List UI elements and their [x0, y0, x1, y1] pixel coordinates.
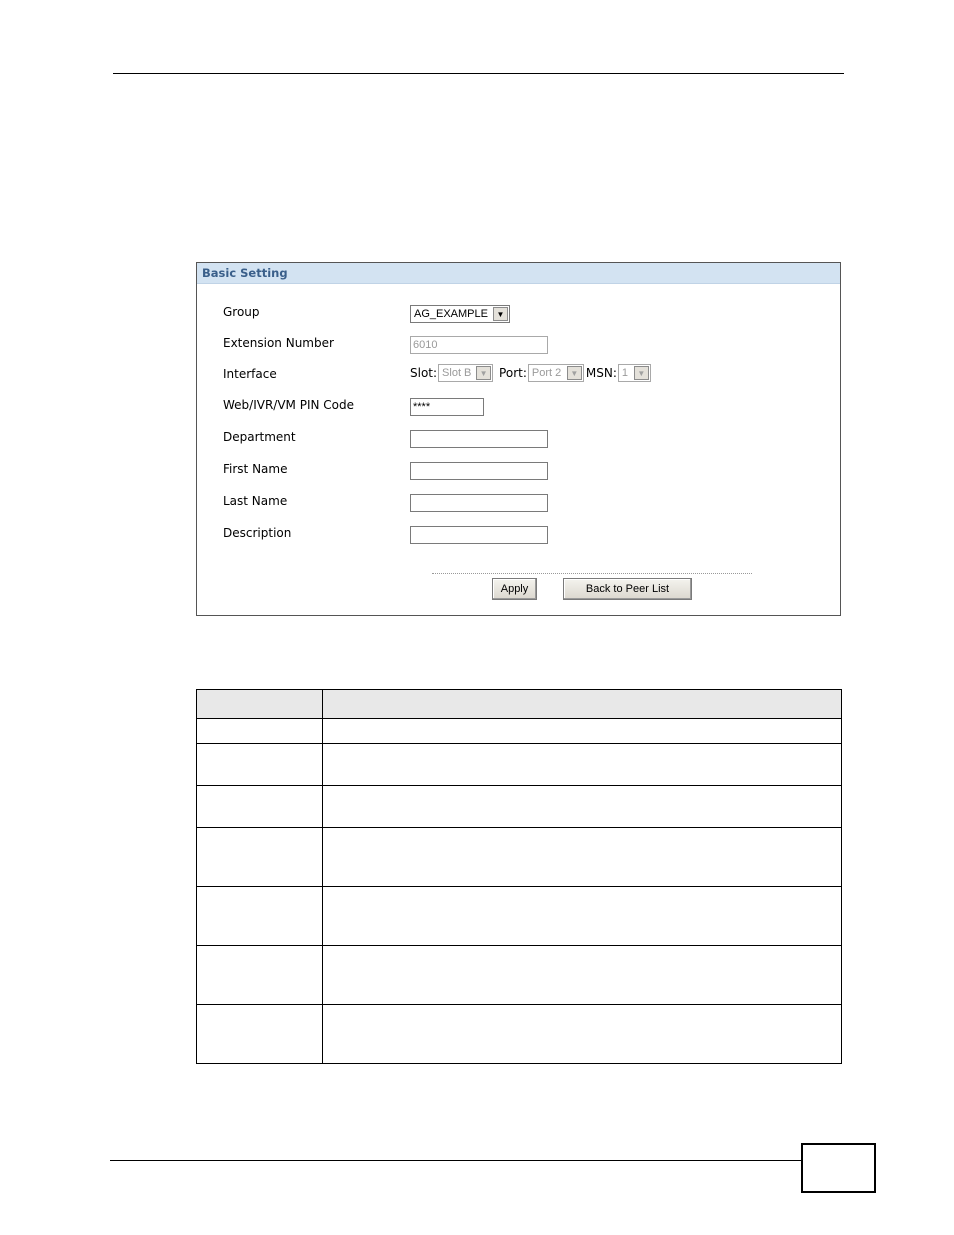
table-cell: [197, 1005, 323, 1064]
msn-select[interactable]: [618, 364, 651, 382]
chevron-down-icon[interactable]: ▼: [493, 307, 508, 321]
slot-select-value: Slot B: [442, 367, 472, 379]
pin-code-input[interactable]: [410, 398, 484, 416]
table-header-row: [197, 690, 842, 719]
table-cell: [323, 786, 842, 828]
first-name-label: First Name: [223, 462, 288, 476]
table-cell: [323, 887, 842, 946]
group-select[interactable]: [410, 305, 510, 323]
table-header-cell: [197, 690, 323, 719]
button-divider: [432, 573, 752, 574]
field-description-table: [196, 689, 842, 1064]
table-cell: [323, 946, 842, 1005]
back-to-peer-list-button[interactable]: Back to Peer List: [563, 578, 692, 600]
table-row: [197, 828, 842, 887]
table-row: [197, 719, 842, 744]
department-label: Department: [223, 430, 296, 444]
msn-label: MSN:: [585, 366, 617, 380]
chevron-down-icon[interactable]: ▼: [567, 366, 582, 380]
table-row: [197, 946, 842, 1005]
extension-number-label: Extension Number: [223, 336, 334, 350]
footer-rule: [110, 1160, 802, 1161]
table-cell: [197, 786, 323, 828]
department-input[interactable]: [410, 430, 548, 448]
interface-controls: [410, 364, 651, 382]
group-select-value: AG_EXAMPLE: [414, 308, 488, 320]
table-cell: [197, 887, 323, 946]
table-row: [197, 744, 842, 786]
apply-button[interactable]: Apply: [492, 578, 537, 600]
port-select[interactable]: [528, 364, 584, 382]
table-cell: [323, 744, 842, 786]
port-label: Port:: [499, 366, 527, 380]
first-name-input[interactable]: [410, 462, 548, 480]
chevron-down-icon[interactable]: ▼: [634, 366, 649, 380]
table-row: [197, 887, 842, 946]
table-cell: [197, 828, 323, 887]
msn-select-value: 1: [621, 367, 629, 379]
pin-code-label: Web/IVR/VM PIN Code: [223, 398, 354, 412]
description-label: Description: [223, 526, 292, 540]
extension-number-input[interactable]: [410, 336, 548, 354]
group-label: Group: [223, 305, 260, 319]
table-header-cell: [323, 690, 842, 719]
description-input[interactable]: [410, 526, 548, 544]
table-cell: [323, 1005, 842, 1064]
slot-select[interactable]: [438, 364, 493, 382]
header-rule: [113, 73, 844, 74]
table-cell: [197, 946, 323, 1005]
table-cell: [323, 828, 842, 887]
table-cell: [323, 719, 842, 744]
last-name-label: Last Name: [223, 494, 288, 508]
table-cell: [197, 719, 323, 744]
interface-label: Interface: [223, 367, 277, 381]
table-row: [197, 786, 842, 828]
chevron-down-icon[interactable]: ▼: [476, 366, 491, 380]
basic-setting-panel: [196, 262, 841, 616]
last-name-input[interactable]: [410, 494, 548, 512]
slot-label: Slot:: [410, 366, 438, 380]
page-number-box: [801, 1143, 876, 1193]
port-select-value: Port 2: [531, 367, 562, 379]
panel-title: Basic Setting: [197, 263, 840, 284]
table-row: [197, 1005, 842, 1064]
table-cell: [197, 744, 323, 786]
